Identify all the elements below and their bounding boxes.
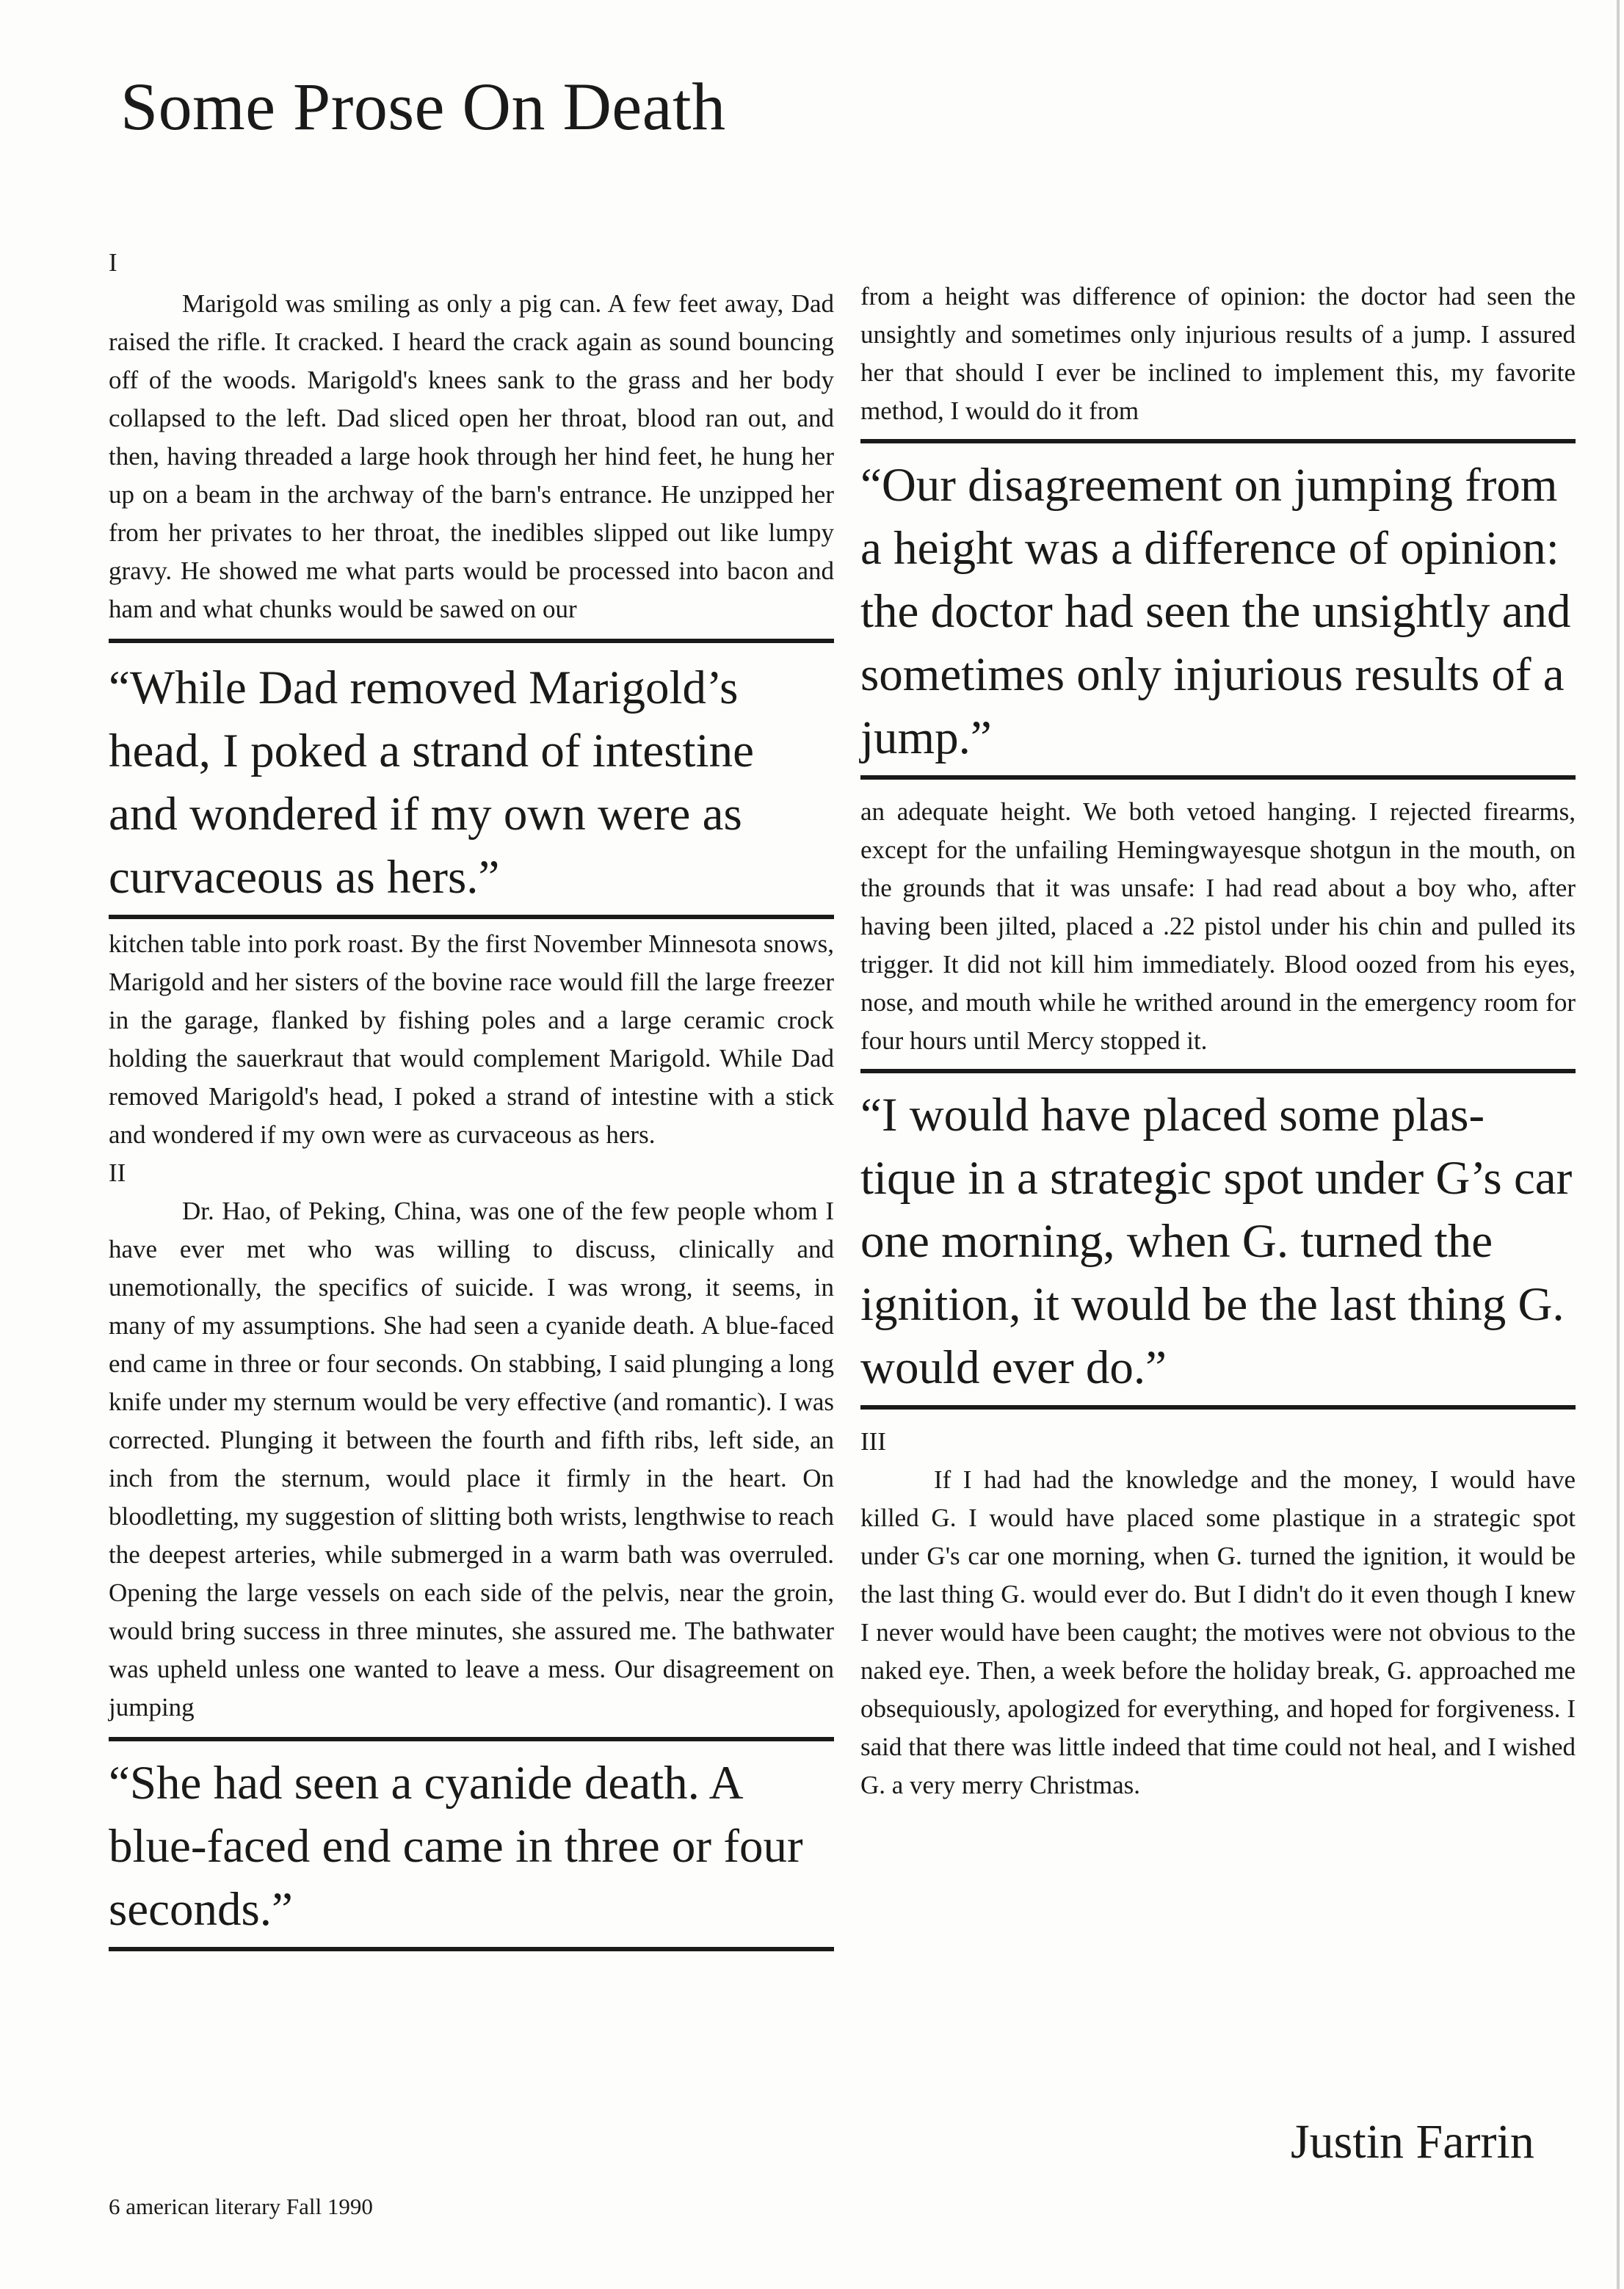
section-ii-paragraph-1: Dr. Hao, of Peking, China, was one of the few people whom I have ever met who was willing to discuss, clinically and unemotionally, the specifics of suicide. I was wrong, it seems, in many of my assumptions. She had seen a cyanide death. A blue-faced end came in three or four seconds. On stabbing, I said plunging a long knife under my sternum would be very effective (and romantic). I was corrected. Plunging it between the fourth and fifth ribs, left side, an inch from the sternum, would place it firmly in the heart. On bloodletting, my suggestion of slitting both wrists, lengthwise to reach the deepest arteries, while submerged in a warm bath was overruled. Opening the large vessels on each side of the pelvis, near the groin, would bring success in three minutes, she assured me. The bathwater was upheld unless one wanted to leave a mess. Our disagreement on jumping — [109, 1197, 834, 1722]
pull-quote-rule-top — [860, 1069, 1576, 1073]
right-column — [860, 277, 1576, 1804]
section-numeral-ii: II — [109, 1158, 126, 1187]
section-iii-paragraph-1: If I had had the knowledge and the money, I would have killed G. I would have placed some plastique in a strategic spot under G's car one morning, when G. turned the ignition, it would be the last thing G. would ever do. But I didn't do it even though I knew I never would have been caught; the motives were not obvious to the naked eye. Then, a week before the holiday break, G. approached me obsequiously, apologized for everything, and hoped for forgiveness. I said that there was little indeed that time could not heal, and I wished G. a very merry Christmas. — [860, 1465, 1576, 1799]
article-title: Some Prose On Death — [120, 69, 726, 144]
pull-quote-rule-top — [109, 1737, 834, 1741]
section-i-paragraph-2: kitchen table into pork roast. By the first November Minnesota snows, Marigold and her sisters of the bovine race would fill the large freezer in the garage, flanked by fishing poles and a large ceramic crock holding the sauerkraut that would complement Marigold. While Dad removed Marigold's head, I poked a strand of intestine with a stick and wondered if my own were as curvaceous as hers. — [109, 929, 834, 1149]
section-i-paragraph-1: Marigold was smiling as only a pig can. A few feet away, Dad raised the rifle. It cracked. I heard the crack again as sound bouncing off of the woods. Marigold's knees sank to the grass and her body collapsed to the left. Dad sliced open her throat, blood ran out, and then, having threaded a large hook through her hind feet, he hung her up on a beam in the archway of the barn's entrance. He unzipped her from her privates to her throat, the inedibles slipped out like lumpy gravy. He showed me what parts would be processed into bacon and ham and what chunks would be sawed on our — [109, 289, 834, 623]
pull-quote-marigold: “While Dad removed Marigold’s head, I poked a strand of intestine and wondered if my own were as curvaceous as hers.” — [109, 661, 755, 904]
author-byline: Justin Farrin — [1291, 2115, 1534, 2169]
pull-quote-rule-top — [860, 439, 1576, 443]
page-footer: 6 american literary Fall 1990 — [109, 2194, 373, 2219]
section-ii-paragraph-2: from a height was difference of opinion: the doctor had seen the unsightly and sometimes only injurious results of a jump. I assured her that should I ever be inclined to implement this, my favorite method, I would do it from — [860, 282, 1576, 425]
pull-quote-jumping: “Our disagreement on jumping from a height was a difference of opinion: the doctor had seen the unsightly and sometimes only injurious results of a jump.” — [860, 459, 1571, 764]
pull-quote-plastique: “I would have placed some plas-tique in a strategic spot under G’s car one morning, when G. turned the ignition, it would be the last thing G. would ever do.” — [860, 1089, 1573, 1394]
pull-quote-rule-bottom — [109, 915, 834, 919]
pull-quote-rule-top — [109, 639, 834, 643]
scan-edge — [1617, 0, 1620, 2289]
pull-quote-cyanide: “She had seen a cyanide death. A blue-faced end came in three or four seconds.” — [109, 1757, 803, 1936]
section-ii-paragraph-3: an adequate height. We both vetoed hanging. I rejected firearms, except for the unfailing Hemingwayesque shotgun in the mouth, on the grounds that it was unsafe: I had read about a boy who, after having been jilted, placed a .22 pistol under his chin and pulled its trigger. It did not kill him immediately. Blood oozed from his eyes, nose, and mouth while he writhed around in the emergency room for four hours until Mercy stopped it. — [860, 797, 1576, 1055]
pull-quote-rule-bottom — [109, 1947, 834, 1951]
left-column — [109, 244, 834, 1951]
section-numeral-i: I — [109, 248, 117, 277]
section-numeral-iii: III — [860, 1427, 886, 1456]
pull-quote-rule-bottom — [860, 775, 1576, 780]
pull-quote-rule-bottom — [860, 1405, 1576, 1410]
